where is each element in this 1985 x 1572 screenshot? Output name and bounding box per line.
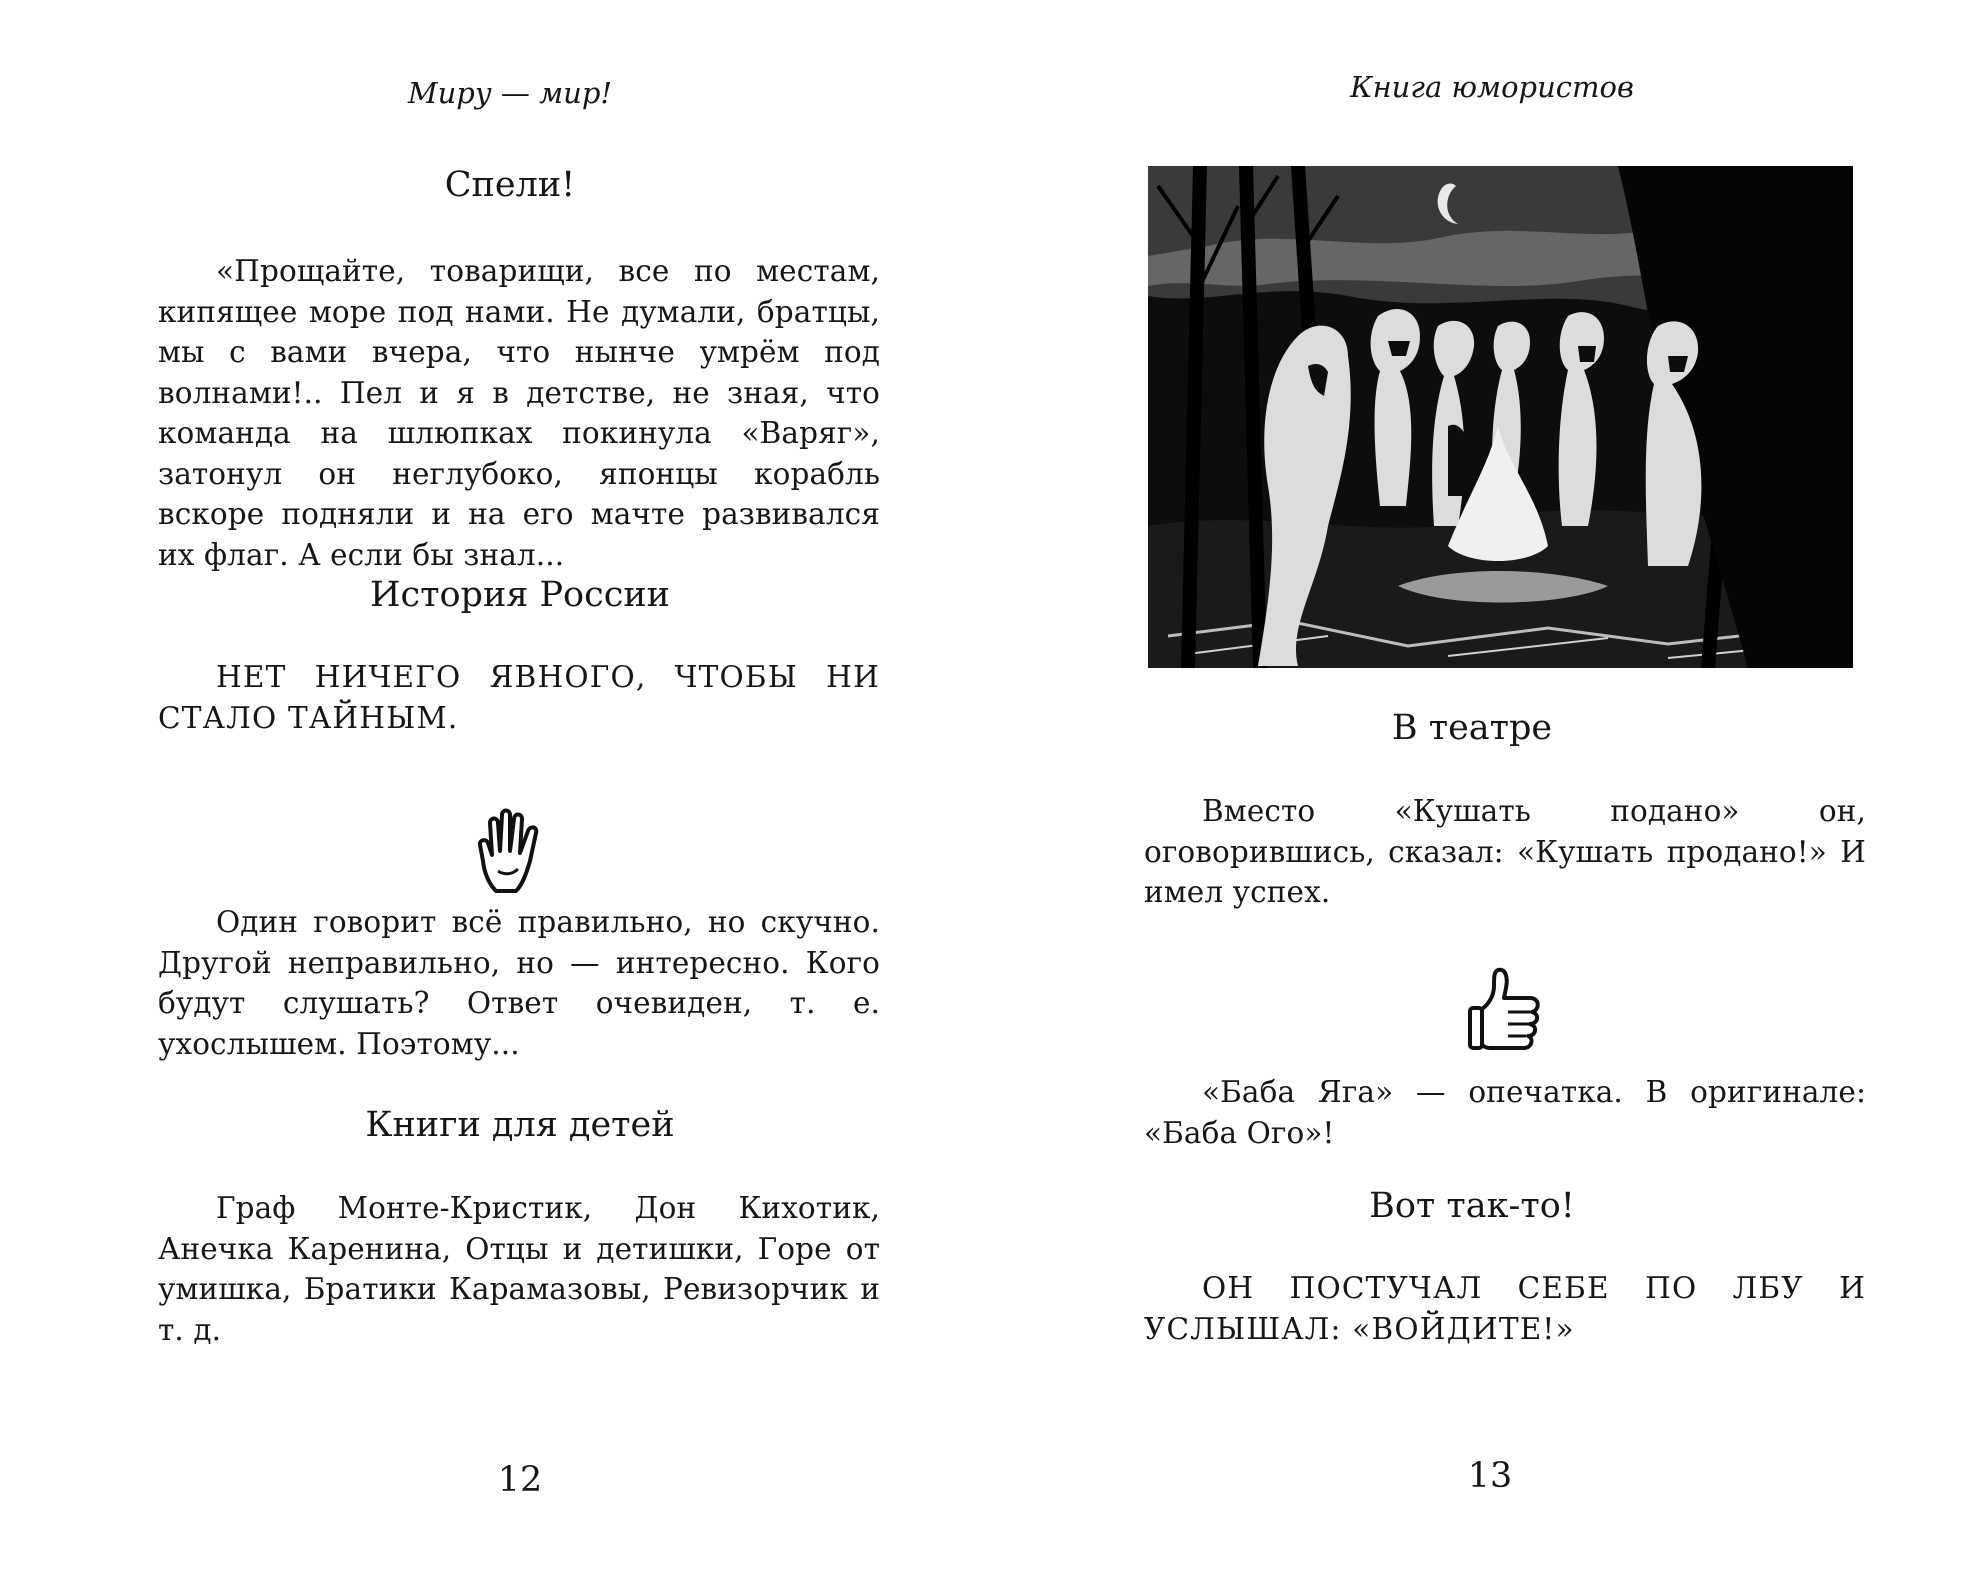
heading-istoriya-rossii: История России [370,575,670,615]
forest-night-gathering-illustration [1148,166,1853,668]
paragraph-baba-yaga: «Баба Яга» — опечатка. В оригинале: «Баба Ого»! [1144,1075,1866,1150]
paragraph-speli: «Прощайте, товарищи, все по местам, кипящее море под нами. Не думали, братцы, мы с вами вчера, что нынче умрём под волнами!.. Пел и я в детстве, не зная, что команда на шлюпках покинула «Варяг», затонул он неглубоко, японцы корабль вскоре подняли и на его мачте развивался их флаг. А если бы знал... [158,254,880,572]
page-number-left: 12 [497,1460,543,1500]
paragraph-knigi-dlya-detey: Граф Монте-Кристик, Дон Кихотик, Анечка Каренина, Отцы и детишки, Горе от умишка, Братики Карамазовы, Ревизорчик и т. д. [158,1191,880,1347]
paragraph-on-postuchal: ОН ПОСТУЧАЛ СЕБЕ ПО ЛБУ И УСЛЫШАЛ: «ВОЙДИТЕ!» [1144,1271,1866,1346]
right-page [992,0,1985,1572]
thumbs-up-icon [1468,966,1544,1050]
running-head-right: Книга юмористов [1350,70,1634,104]
left-page [0,0,992,1572]
open-hand-icon [474,805,556,895]
running-head-left: Миру — мир! [407,76,613,110]
paragraph-istoriya-rossii: НЕТ НИЧЕГО ЯВНОГО, ЧТОБЫ НИ СТАЛО ТАЙНЫМ. [158,660,880,735]
page-number-right: 13 [1467,1456,1513,1496]
heading-knigi-dlya-detey: Книги для детей [365,1105,675,1145]
heading-v-teatre: В театре [1391,708,1553,748]
heading-speli: Спели! [444,165,576,205]
paragraph-odin-govorit: Один говорит всё правильно, но скучно. Другой неправильно, но — интересно. Кого будут слушать? Ответ очевиден, т. е. ухослышем. Поэтому... [158,905,880,1061]
paragraph-v-teatre: Вместо «Кушать подано» он, оговорившись, сказал: «Кушать продано!» И имел успех. [1144,794,1866,909]
heading-vot-tak-to: Вот так-то! [1369,1186,1575,1226]
